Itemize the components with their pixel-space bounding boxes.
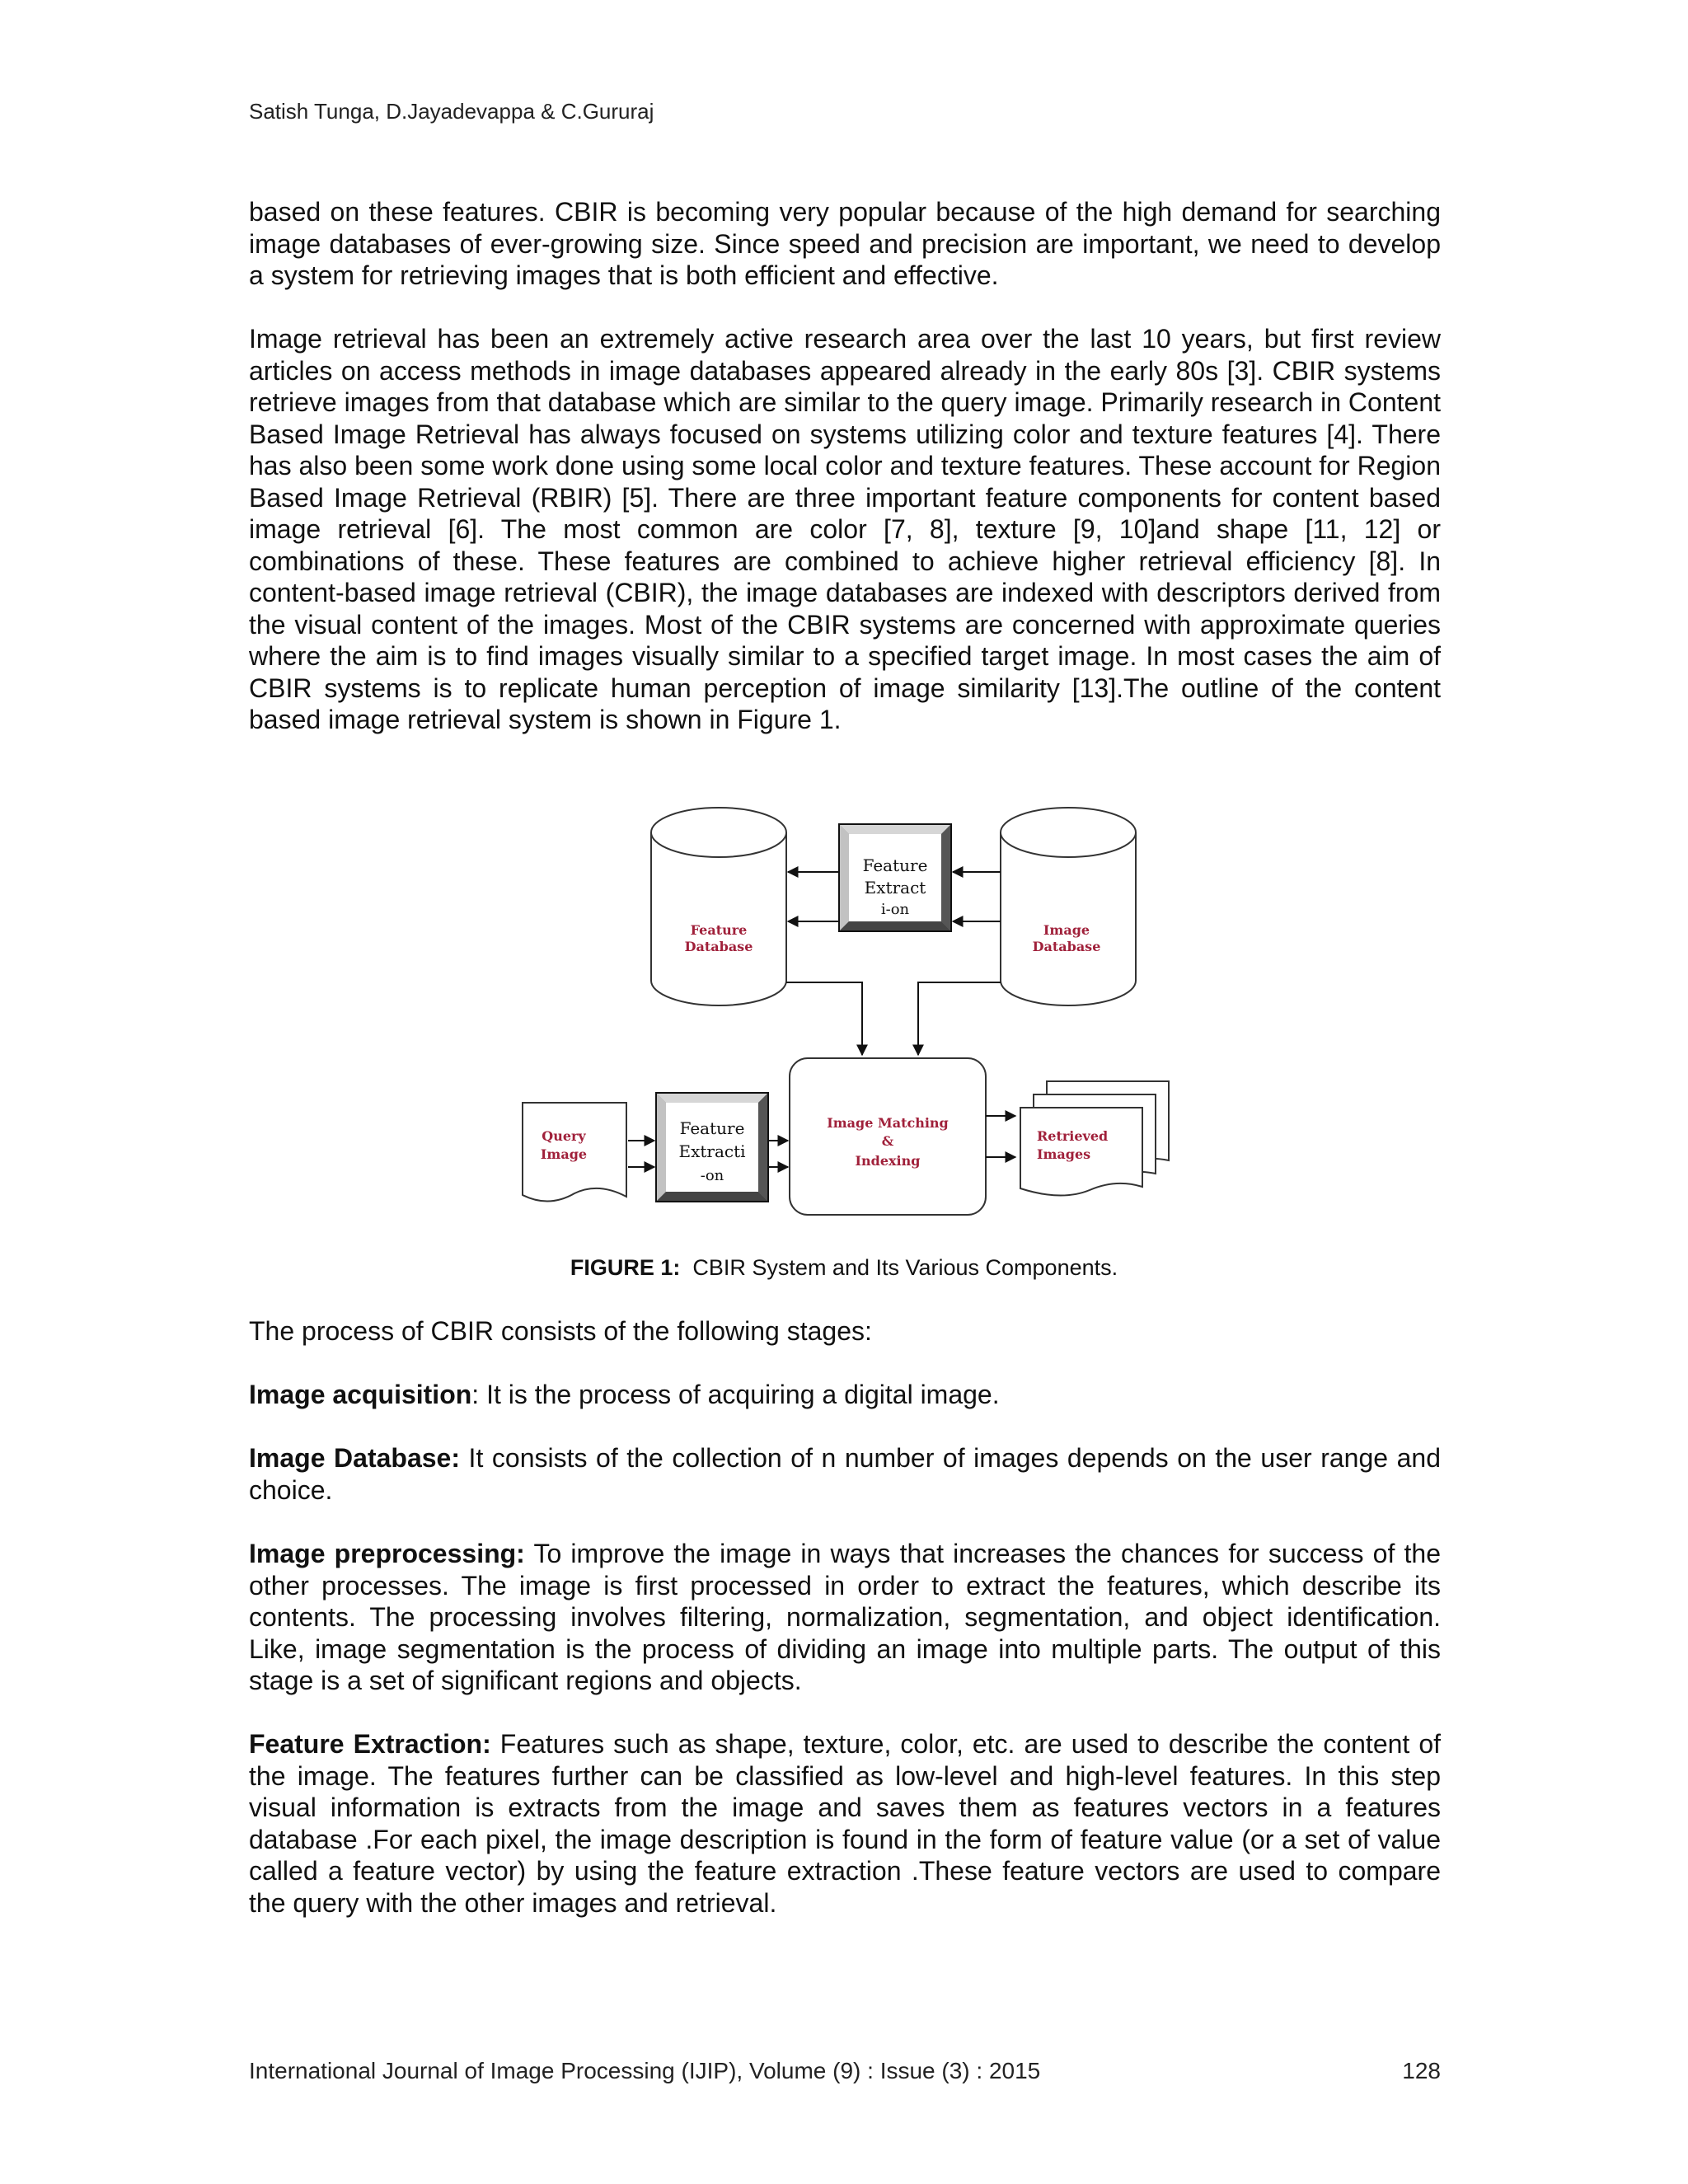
feature-extraction-box-bottom — [656, 1093, 768, 1202]
feature-extraction-top-line-2: Extract — [864, 878, 926, 898]
stage-term: Image acquisition — [249, 1380, 472, 1409]
stage-feature-extraction — [249, 1728, 1441, 1919]
image-database-cylinder — [1001, 808, 1136, 1005]
query-image-document — [523, 1103, 626, 1202]
stage-description: It consists of the collection of n number of images depends on the user range and choice. — [249, 1443, 1442, 1505]
retrieved-images-stack — [1020, 1081, 1169, 1196]
query-image-label-1: Query — [542, 1128, 586, 1144]
matching-label-1: Image Matching — [827, 1115, 949, 1131]
feature-extraction-top-line-1: Feature — [862, 855, 928, 875]
arrow-imagedb-to-matching — [918, 982, 1001, 1055]
page-footer — [249, 2058, 1441, 2084]
stage-image-acquisition — [249, 1379, 1441, 1411]
stage-description: To improve the image in ways that increases the chances for success of the other processes. The image is first processed in order to extract the features, which describe its contents. The processing involves filtering, normalization, segmentation, and object identification. Like, image segmentation is the process of dividing an image into multiple parts. The output of this stage is a set of significant regions and objects. — [249, 1539, 1442, 1695]
retrieved-label-1: Retrieved — [1037, 1128, 1109, 1144]
feature-extraction-bottom-line-2: Extracti — [678, 1141, 746, 1161]
feature-extraction-bottom-line-1: Feature — [679, 1118, 745, 1138]
arrow-featuredb-to-matching — [786, 982, 862, 1055]
page-number: 128 — [1402, 2058, 1441, 2083]
figure-cbir-diagram — [518, 801, 1177, 1230]
feature-extraction-box-top — [839, 824, 951, 931]
retrieved-label-2: Images — [1037, 1146, 1091, 1162]
image-database-label-2: Database — [1032, 939, 1101, 954]
cbir-diagram-svg — [518, 801, 1177, 1230]
feature-extraction-top-line-3: i-on — [880, 901, 910, 918]
stage-term: Feature Extraction: — [249, 1729, 491, 1759]
query-image-label-2: Image — [540, 1146, 588, 1162]
paragraph-intro: based on these features. CBIR is becoming very popular because of the high demand for searching image databases of ever-growing size. Since speed and precision are important, we need to develop a system for retrieving images that is both efficient and effective. — [249, 197, 1441, 290]
matching-label-3: Indexing — [855, 1153, 921, 1169]
caption-text: CBIR System and Its Various Components. — [692, 1255, 1118, 1280]
journal-citation: International Journal of Image Processing (IJIP), Volume (9) : Issue (3) : 2015 — [249, 2058, 1041, 2083]
running-header: Satish Tunga, D.Jayadevappa & C.Gururaj — [249, 99, 654, 124]
matching-label-2: & — [881, 1133, 894, 1149]
stage-description: : It is the process of acquiring a digital image. — [471, 1380, 1000, 1409]
image-database-label-1: Image — [1043, 922, 1090, 938]
stage-term: Image preprocessing: — [249, 1539, 525, 1568]
stage-term: Image Database: — [249, 1443, 460, 1473]
image-matching-box — [790, 1058, 986, 1215]
feature-database-cylinder — [651, 808, 786, 1005]
paragraph-stages-intro: The process of CBIR consists of the following stages: — [249, 1316, 872, 1346]
figure-caption — [0, 1255, 1688, 1281]
stage-description: Features such as shape, texture, color, etc. are used to describe the content of the image. The features further can be classified as low-level and high-level features. In this step visual information is extracts from the image and saves them as features vectors in a features database .For each pixel, the image description is found in the form of feature value (or a set of value called a feature vector) by using the feature extraction .These feature vectors are used to compare the query with the other images and retrieval. — [249, 1729, 1442, 1918]
feature-database-label-2: Database — [684, 939, 753, 954]
feature-extraction-bottom-line-3: -on — [700, 1167, 724, 1184]
stage-image-preprocessing — [249, 1538, 1441, 1697]
feature-database-label-1: Feature — [690, 922, 748, 938]
paragraph-image-retrieval: Image retrieval has been an extremely active research area over the last 10 years, but first review articles on access methods in image databases appeared already in the early 80s [3]. CBIR systems retrieve images from that database which are similar to the query image. Primarily research in Content Based Image Retrieval has always focused on systems utilizing color and texture features [4]. There has also been some work done using some local color and texture features. These account for Region Based Image Retrieval (RBIR) [5]. There are three important feature components for content based image retrieval [6]. The most common are color [7, 8], texture [9, 10]and shape [11, 12] or combinations of these. These features are combined to achieve higher retrieval efficiency [8]. In content-based image retrieval (CBIR), the image databases are indexed with descriptors derived from the visual content of the images. Most of the CBIR systems are concerned with approximate queries where the aim is to find images visually similar to a specified target image. In most cases the aim of CBIR systems is to replicate human perception of image similarity [13].The outline of the content based image retrieval system is shown in Figure 1. — [249, 324, 1441, 734]
caption-label: FIGURE 1: — [570, 1255, 681, 1280]
stage-image-database — [249, 1442, 1441, 1506]
